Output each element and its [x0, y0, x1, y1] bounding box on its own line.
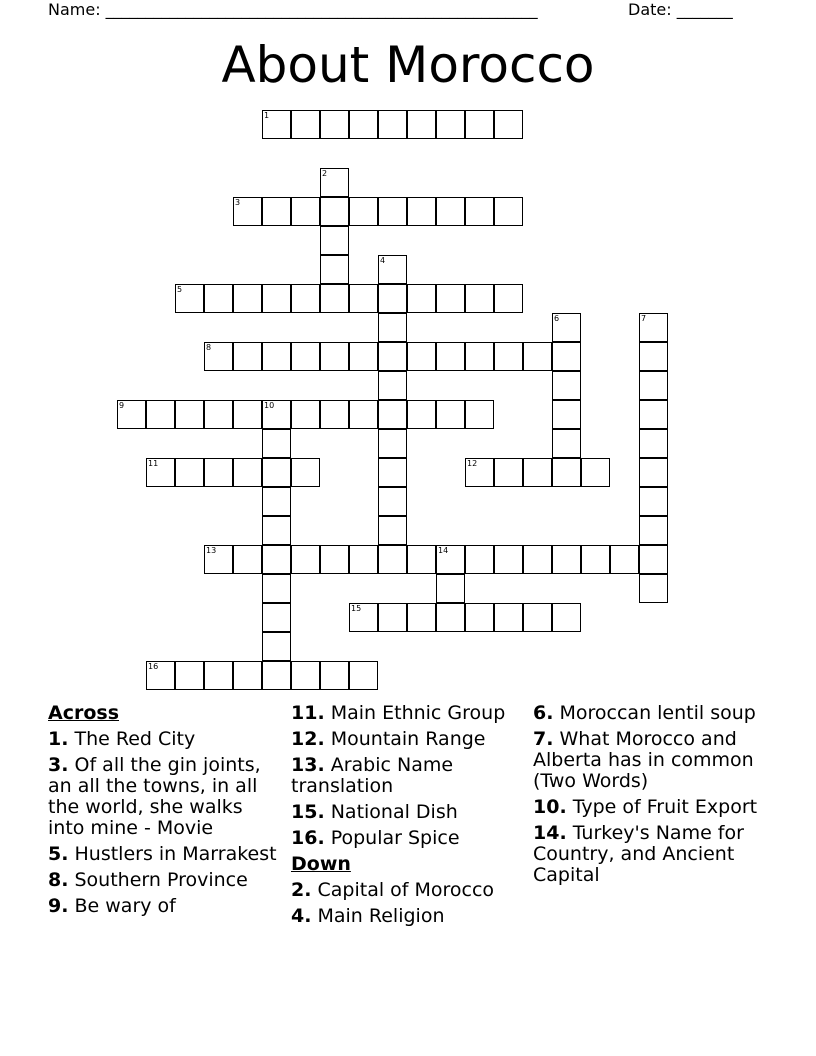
- grid-cell[interactable]: [436, 342, 465, 371]
- grid-cell[interactable]: [639, 487, 668, 516]
- grid-cell[interactable]: [262, 661, 291, 690]
- clue-number: 14: [438, 546, 449, 555]
- grid-cell[interactable]: [262, 342, 291, 371]
- clue-item-text: The Red City: [68, 728, 196, 750]
- grid-cell[interactable]: [494, 603, 523, 632]
- clue-item-number: 13.: [291, 754, 325, 776]
- clue-item: [291, 755, 521, 797]
- grid-cell[interactable]: [320, 545, 349, 574]
- grid-cell[interactable]: [262, 458, 291, 487]
- grid-cell[interactable]: [146, 400, 175, 429]
- grid-cell[interactable]: [378, 545, 407, 574]
- grid-cell[interactable]: [262, 487, 291, 516]
- clue-number: 16: [148, 662, 159, 671]
- grid-cell[interactable]: [378, 342, 407, 371]
- grid-cell[interactable]: [436, 400, 465, 429]
- grid-cell[interactable]: [233, 661, 262, 690]
- grid-cell[interactable]: [523, 545, 552, 574]
- clue-number: 6: [554, 314, 560, 323]
- grid-cell[interactable]: [523, 342, 552, 371]
- grid-cell[interactable]: [262, 429, 291, 458]
- clue-item: [533, 823, 769, 886]
- clue-item: [48, 844, 284, 865]
- grid-cell[interactable]: [552, 400, 581, 429]
- clue-number: 8: [206, 343, 212, 352]
- grid-cell[interactable]: [378, 371, 407, 400]
- across-clue-list: [48, 729, 284, 917]
- grid-cell[interactable]: [494, 284, 523, 313]
- clue-item-text: Type of Fruit Export: [566, 796, 758, 818]
- grid-cell[interactable]: [581, 458, 610, 487]
- grid-cell[interactable]: [494, 110, 523, 139]
- clue-item-text: Of all the gin joints, an all the towns, in all the world, she walks into mine - Movie: [48, 754, 261, 839]
- grid-cell[interactable]: [291, 342, 320, 371]
- grid-cell[interactable]: [436, 603, 465, 632]
- grid-cell[interactable]: [349, 197, 378, 226]
- grid-cell[interactable]: [349, 342, 378, 371]
- grid-cell[interactable]: [610, 545, 639, 574]
- grid-cell[interactable]: [407, 342, 436, 371]
- grid-cell[interactable]: [378, 458, 407, 487]
- clue-number: 3: [235, 198, 241, 207]
- grid-cell[interactable]: [291, 110, 320, 139]
- clue-item-number: 8.: [48, 869, 69, 891]
- grid-cell[interactable]: [436, 574, 465, 603]
- grid-cell[interactable]: [262, 545, 291, 574]
- grid-cell[interactable]: [407, 197, 436, 226]
- grid-cell[interactable]: [552, 545, 581, 574]
- clue-number: 13: [206, 546, 217, 555]
- clue-item-number: 2.: [291, 879, 312, 901]
- grid-cell[interactable]: [378, 284, 407, 313]
- clue-item-text: Arabic Name translation: [291, 754, 454, 797]
- grid-cell[interactable]: [262, 197, 291, 226]
- clue-item: [533, 729, 769, 792]
- grid-cell[interactable]: [291, 197, 320, 226]
- clue-item-number: 12.: [291, 728, 325, 750]
- down-heading: Down: [291, 853, 351, 875]
- clue-number: 9: [119, 401, 125, 410]
- clue-item-text: Moroccan lentil soup: [553, 702, 756, 724]
- clue-item: [48, 755, 284, 839]
- grid-cell[interactable]: [262, 632, 291, 661]
- clue-item-text: Be wary of: [68, 895, 176, 917]
- clue-item-number: 15.: [291, 801, 325, 823]
- grid-cell[interactable]: [233, 342, 262, 371]
- grid-cell[interactable]: [320, 342, 349, 371]
- grid-cell[interactable]: [320, 197, 349, 226]
- date-field-line: Date: _______: [628, 0, 733, 19]
- grid-cell[interactable]: [465, 603, 494, 632]
- name-field-line: Name: ______________________________________________________: [48, 0, 538, 19]
- clue-number: 4: [380, 256, 386, 265]
- clue-number: 10: [264, 401, 275, 410]
- grid-cell[interactable]: [204, 400, 233, 429]
- clue-item-number: 10.: [533, 796, 567, 818]
- clue-item-number: 5.: [48, 843, 69, 865]
- clue-item: [291, 880, 521, 901]
- grid-cell[interactable]: [523, 458, 552, 487]
- grid-cell[interactable]: [378, 400, 407, 429]
- clue-item-number: 4.: [291, 905, 312, 927]
- grid-cell[interactable]: [639, 458, 668, 487]
- down-clue-list-continued: [533, 703, 769, 886]
- clue-item-number: 3.: [48, 754, 69, 776]
- clue-item-text: Popular Spice: [324, 827, 460, 849]
- clue-item: [48, 896, 284, 917]
- grid-cell[interactable]: [291, 284, 320, 313]
- grid-cell[interactable]: [378, 110, 407, 139]
- grid-cell[interactable]: [639, 429, 668, 458]
- grid-cell[interactable]: [291, 661, 320, 690]
- grid-cell[interactable]: [349, 110, 378, 139]
- clue-item-text: Hustlers in Marrakest: [68, 843, 277, 865]
- grid-cell[interactable]: [436, 110, 465, 139]
- grid-cell[interactable]: [378, 516, 407, 545]
- clue-number: 5: [177, 285, 183, 294]
- clue-item-number: 14.: [533, 822, 567, 844]
- grid-cell[interactable]: [262, 603, 291, 632]
- grid-cell[interactable]: [523, 603, 552, 632]
- grid-cell[interactable]: [204, 284, 233, 313]
- clue-item-text: Turkey's Name for Country, and Ancient Capital: [533, 822, 744, 886]
- grid-cell[interactable]: [639, 371, 668, 400]
- grid-cell[interactable]: [204, 661, 233, 690]
- clue-item: [48, 729, 284, 750]
- grid-cell[interactable]: [349, 545, 378, 574]
- grid-cell[interactable]: [639, 545, 668, 574]
- clue-item-text: Mountain Range: [324, 728, 486, 750]
- clue-item-number: 6.: [533, 702, 554, 724]
- grid-cell[interactable]: [320, 284, 349, 313]
- grid-cell[interactable]: [320, 661, 349, 690]
- grid-cell[interactable]: [175, 400, 204, 429]
- clue-item-text: Southern Province: [68, 869, 248, 891]
- grid-cell[interactable]: [465, 545, 494, 574]
- across-clue-list-continued: [291, 703, 521, 849]
- grid-cell[interactable]: [349, 400, 378, 429]
- grid-cell[interactable]: [581, 545, 610, 574]
- clue-item-number: 11.: [291, 702, 325, 724]
- clues-column-3: [533, 703, 769, 891]
- clue-item-number: 7.: [533, 728, 554, 750]
- grid-cell[interactable]: [320, 226, 349, 255]
- clue-item-number: 1.: [48, 728, 69, 750]
- grid-cell[interactable]: [407, 545, 436, 574]
- grid-cell[interactable]: [639, 400, 668, 429]
- clue-item-number: 16.: [291, 827, 325, 849]
- grid-cell[interactable]: [639, 342, 668, 371]
- grid-cell[interactable]: [639, 574, 668, 603]
- grid-cell[interactable]: [320, 400, 349, 429]
- grid-cell[interactable]: [262, 516, 291, 545]
- clue-item-text: What Morocco and Alberta has in common (Two Words): [533, 728, 754, 792]
- grid-cell[interactable]: [465, 400, 494, 429]
- clue-item: [533, 703, 769, 724]
- grid-cell[interactable]: [233, 400, 262, 429]
- clue-item: [291, 729, 521, 750]
- clues-column-1: [48, 703, 284, 922]
- grid-cell[interactable]: [465, 110, 494, 139]
- clue-number: 15: [351, 604, 362, 613]
- clue-item: [291, 802, 521, 823]
- grid-cell[interactable]: [378, 429, 407, 458]
- clues-column-2: [291, 703, 521, 932]
- grid-cell[interactable]: [175, 458, 204, 487]
- grid-cell[interactable]: [233, 284, 262, 313]
- clue-number: 1: [264, 111, 270, 120]
- clue-item: [533, 797, 769, 818]
- grid-cell[interactable]: [465, 342, 494, 371]
- grid-cell[interactable]: [552, 603, 581, 632]
- grid-cell[interactable]: [465, 197, 494, 226]
- grid-cell[interactable]: [552, 371, 581, 400]
- grid-cell[interactable]: [407, 110, 436, 139]
- grid-cell[interactable]: [494, 197, 523, 226]
- clue-number: 2: [322, 169, 328, 178]
- grid-cell[interactable]: [233, 545, 262, 574]
- clue-item-text: Main Ethnic Group: [324, 702, 506, 724]
- grid-cell[interactable]: [233, 458, 262, 487]
- grid-cell[interactable]: [552, 458, 581, 487]
- grid-cell[interactable]: [349, 661, 378, 690]
- grid-cell[interactable]: [494, 545, 523, 574]
- grid-cell[interactable]: [262, 284, 291, 313]
- grid-cell[interactable]: [494, 458, 523, 487]
- clue-item: [291, 906, 521, 927]
- grid-cell[interactable]: [436, 197, 465, 226]
- clue-item-text: Capital of Morocco: [311, 879, 495, 901]
- clue-item-text: National Dish: [324, 801, 458, 823]
- grid-cell[interactable]: [291, 458, 320, 487]
- grid-cell[interactable]: [320, 110, 349, 139]
- clue-number: 12: [467, 459, 478, 468]
- grid-cell[interactable]: [436, 284, 465, 313]
- grid-cell[interactable]: [639, 516, 668, 545]
- page-title: About Morocco: [221, 36, 595, 94]
- grid-cell[interactable]: [494, 342, 523, 371]
- grid-cell[interactable]: [552, 342, 581, 371]
- grid-cell[interactable]: [378, 313, 407, 342]
- grid-cell[interactable]: [407, 603, 436, 632]
- grid-cell[interactable]: [349, 284, 378, 313]
- clue-item: [291, 703, 521, 724]
- clue-item-number: 9.: [48, 895, 69, 917]
- grid-cell[interactable]: [262, 574, 291, 603]
- grid-cell[interactable]: [378, 603, 407, 632]
- clue-item: [48, 870, 284, 891]
- down-clue-list: [291, 880, 521, 927]
- clue-number: 7: [641, 314, 647, 323]
- clue-item: [291, 828, 521, 849]
- across-heading: Across: [48, 702, 120, 724]
- grid-cell[interactable]: [291, 400, 320, 429]
- grid-cell[interactable]: [407, 400, 436, 429]
- clue-number: 11: [148, 459, 159, 468]
- clue-item-text: Main Religion: [311, 905, 445, 927]
- grid-cell[interactable]: [465, 284, 494, 313]
- grid-cell[interactable]: [552, 429, 581, 458]
- grid-cell[interactable]: [378, 197, 407, 226]
- grid-cell[interactable]: [378, 487, 407, 516]
- grid-cell[interactable]: [175, 661, 204, 690]
- grid-cell[interactable]: [407, 284, 436, 313]
- grid-cell[interactable]: [291, 545, 320, 574]
- grid-cell[interactable]: [204, 458, 233, 487]
- grid-cell[interactable]: [320, 255, 349, 284]
